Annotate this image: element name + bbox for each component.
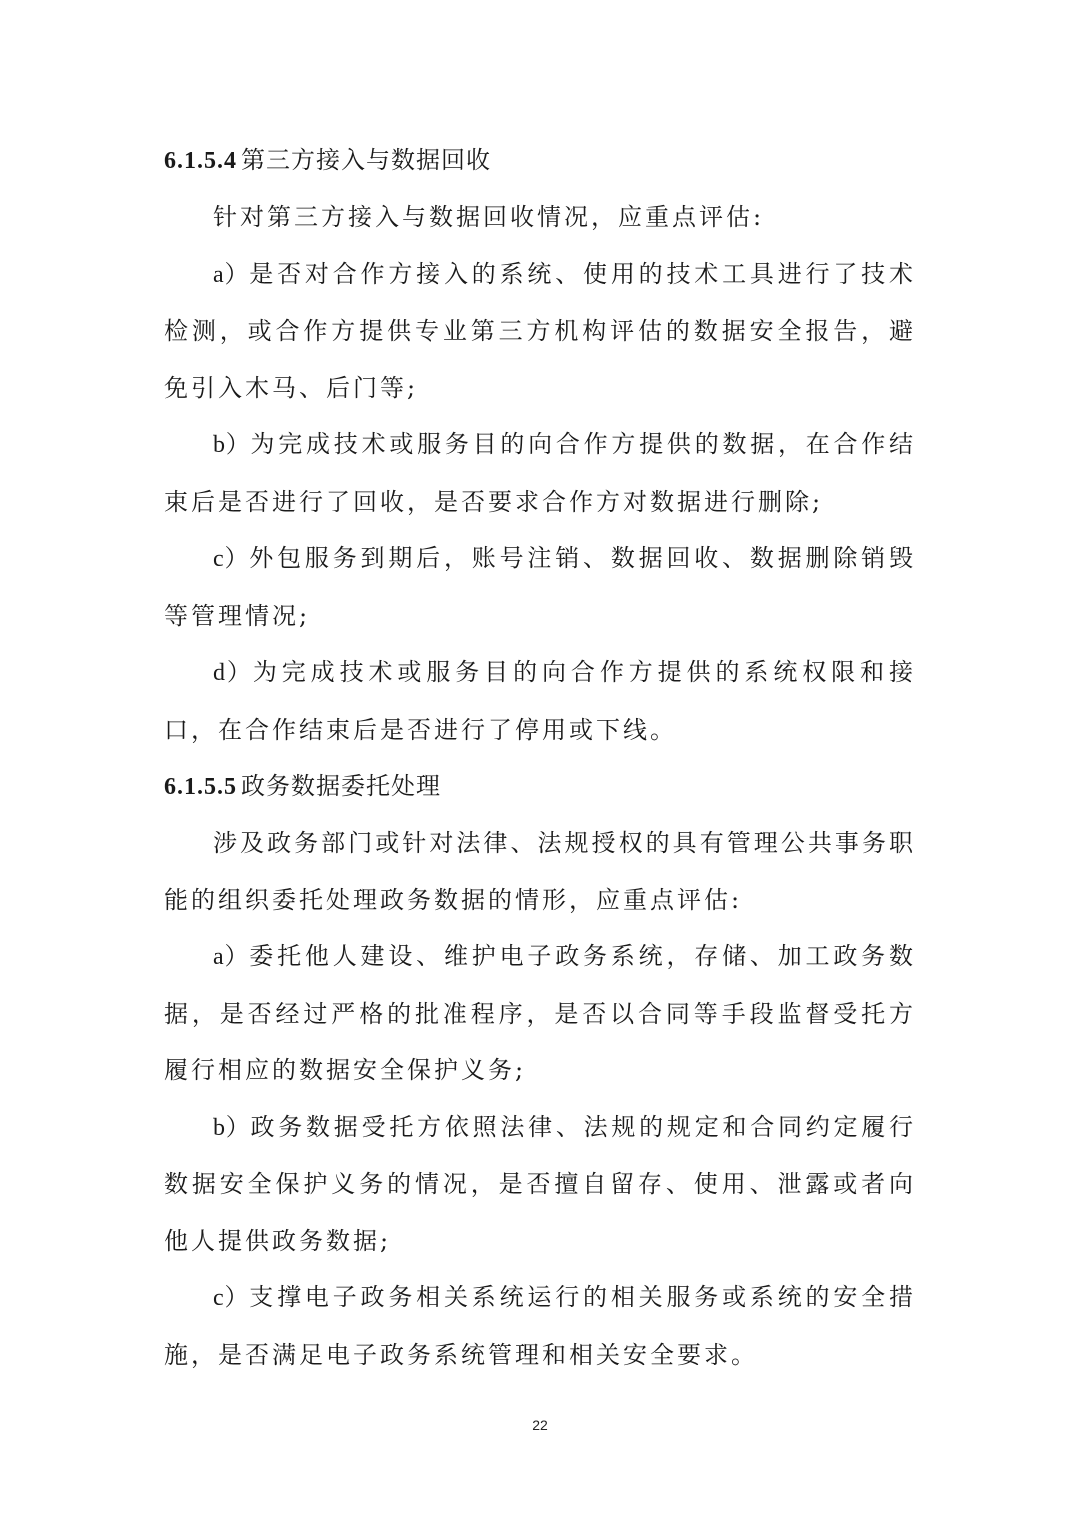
item-text: 委托他人建设、维护电子政务系统，存储、加工政务数据，是否经过严格的批准程序，是否以合同等手段监督受托方履行相应的数据安全保护义务;: [164, 942, 916, 1084]
item-label: c）: [213, 546, 250, 572]
item-text: 外包服务到期后，账号注销、数据回收、数据删除销毁等管理情况;: [164, 544, 916, 630]
section-heading: [164, 758, 916, 815]
page-content: [164, 132, 916, 1383]
list-item: [164, 1269, 916, 1383]
item-text: 是否对合作方接入的系统、使用的技术工具进行了技术检测，或合作方提供专业第三方机构评估的数据安全报告，避免引入木马、后门等;: [164, 259, 916, 402]
section-intro: 针对第三方接入与数据回收情况，应重点评估:: [213, 203, 765, 231]
section-title: 政务数据委托处理: [241, 772, 441, 800]
list-item: [164, 530, 916, 644]
section-title: 第三方接入与数据回收: [241, 146, 491, 174]
section-intro: 涉及政务部门或针对法律、法规授权的具有管理公共事务职能的组织委托处理政务数据的情形，应重点评估:: [164, 829, 916, 914]
item-label: b）: [213, 432, 251, 458]
page-number: 22: [532, 1417, 548, 1433]
list-item: [164, 416, 916, 530]
item-label: d）: [213, 660, 253, 686]
section-6-1-5-5: [164, 758, 916, 1383]
item-text: 为完成技术或服务目的向合作方提供的数据，在合作结束后是否进行了回收，是否要求合作方对数据进行删除;: [164, 430, 917, 516]
section-heading: [164, 132, 916, 189]
section-6-1-5-4: [164, 132, 916, 758]
section-number: 6.1.5.5: [164, 774, 237, 800]
list-item: [164, 644, 916, 758]
item-label: a）: [213, 944, 250, 970]
item-label: b）: [213, 1114, 251, 1141]
item-text: 支撑电子政务相关系统运行的相关服务或系统的安全措施，是否满足电子政务系统管理和相关安全要求。: [164, 1283, 916, 1369]
item-label: a）: [213, 261, 250, 288]
list-item: [164, 1099, 916, 1270]
list-item: [164, 928, 916, 1099]
section-number: 6.1.5.4: [164, 148, 237, 174]
list-item: [164, 246, 916, 417]
item-label: c）: [213, 1285, 250, 1311]
item-text: 为完成技术或服务目的向合作方提供的系统权限和接口，在合作结束后是否进行了停用或下线。: [164, 658, 917, 744]
item-text: 政务数据受托方依照法律、法规的规定和合同约定履行数据安全保护义务的情况，是否擅自留存、使用、泄露或者向他人提供政务数据;: [164, 1112, 917, 1255]
